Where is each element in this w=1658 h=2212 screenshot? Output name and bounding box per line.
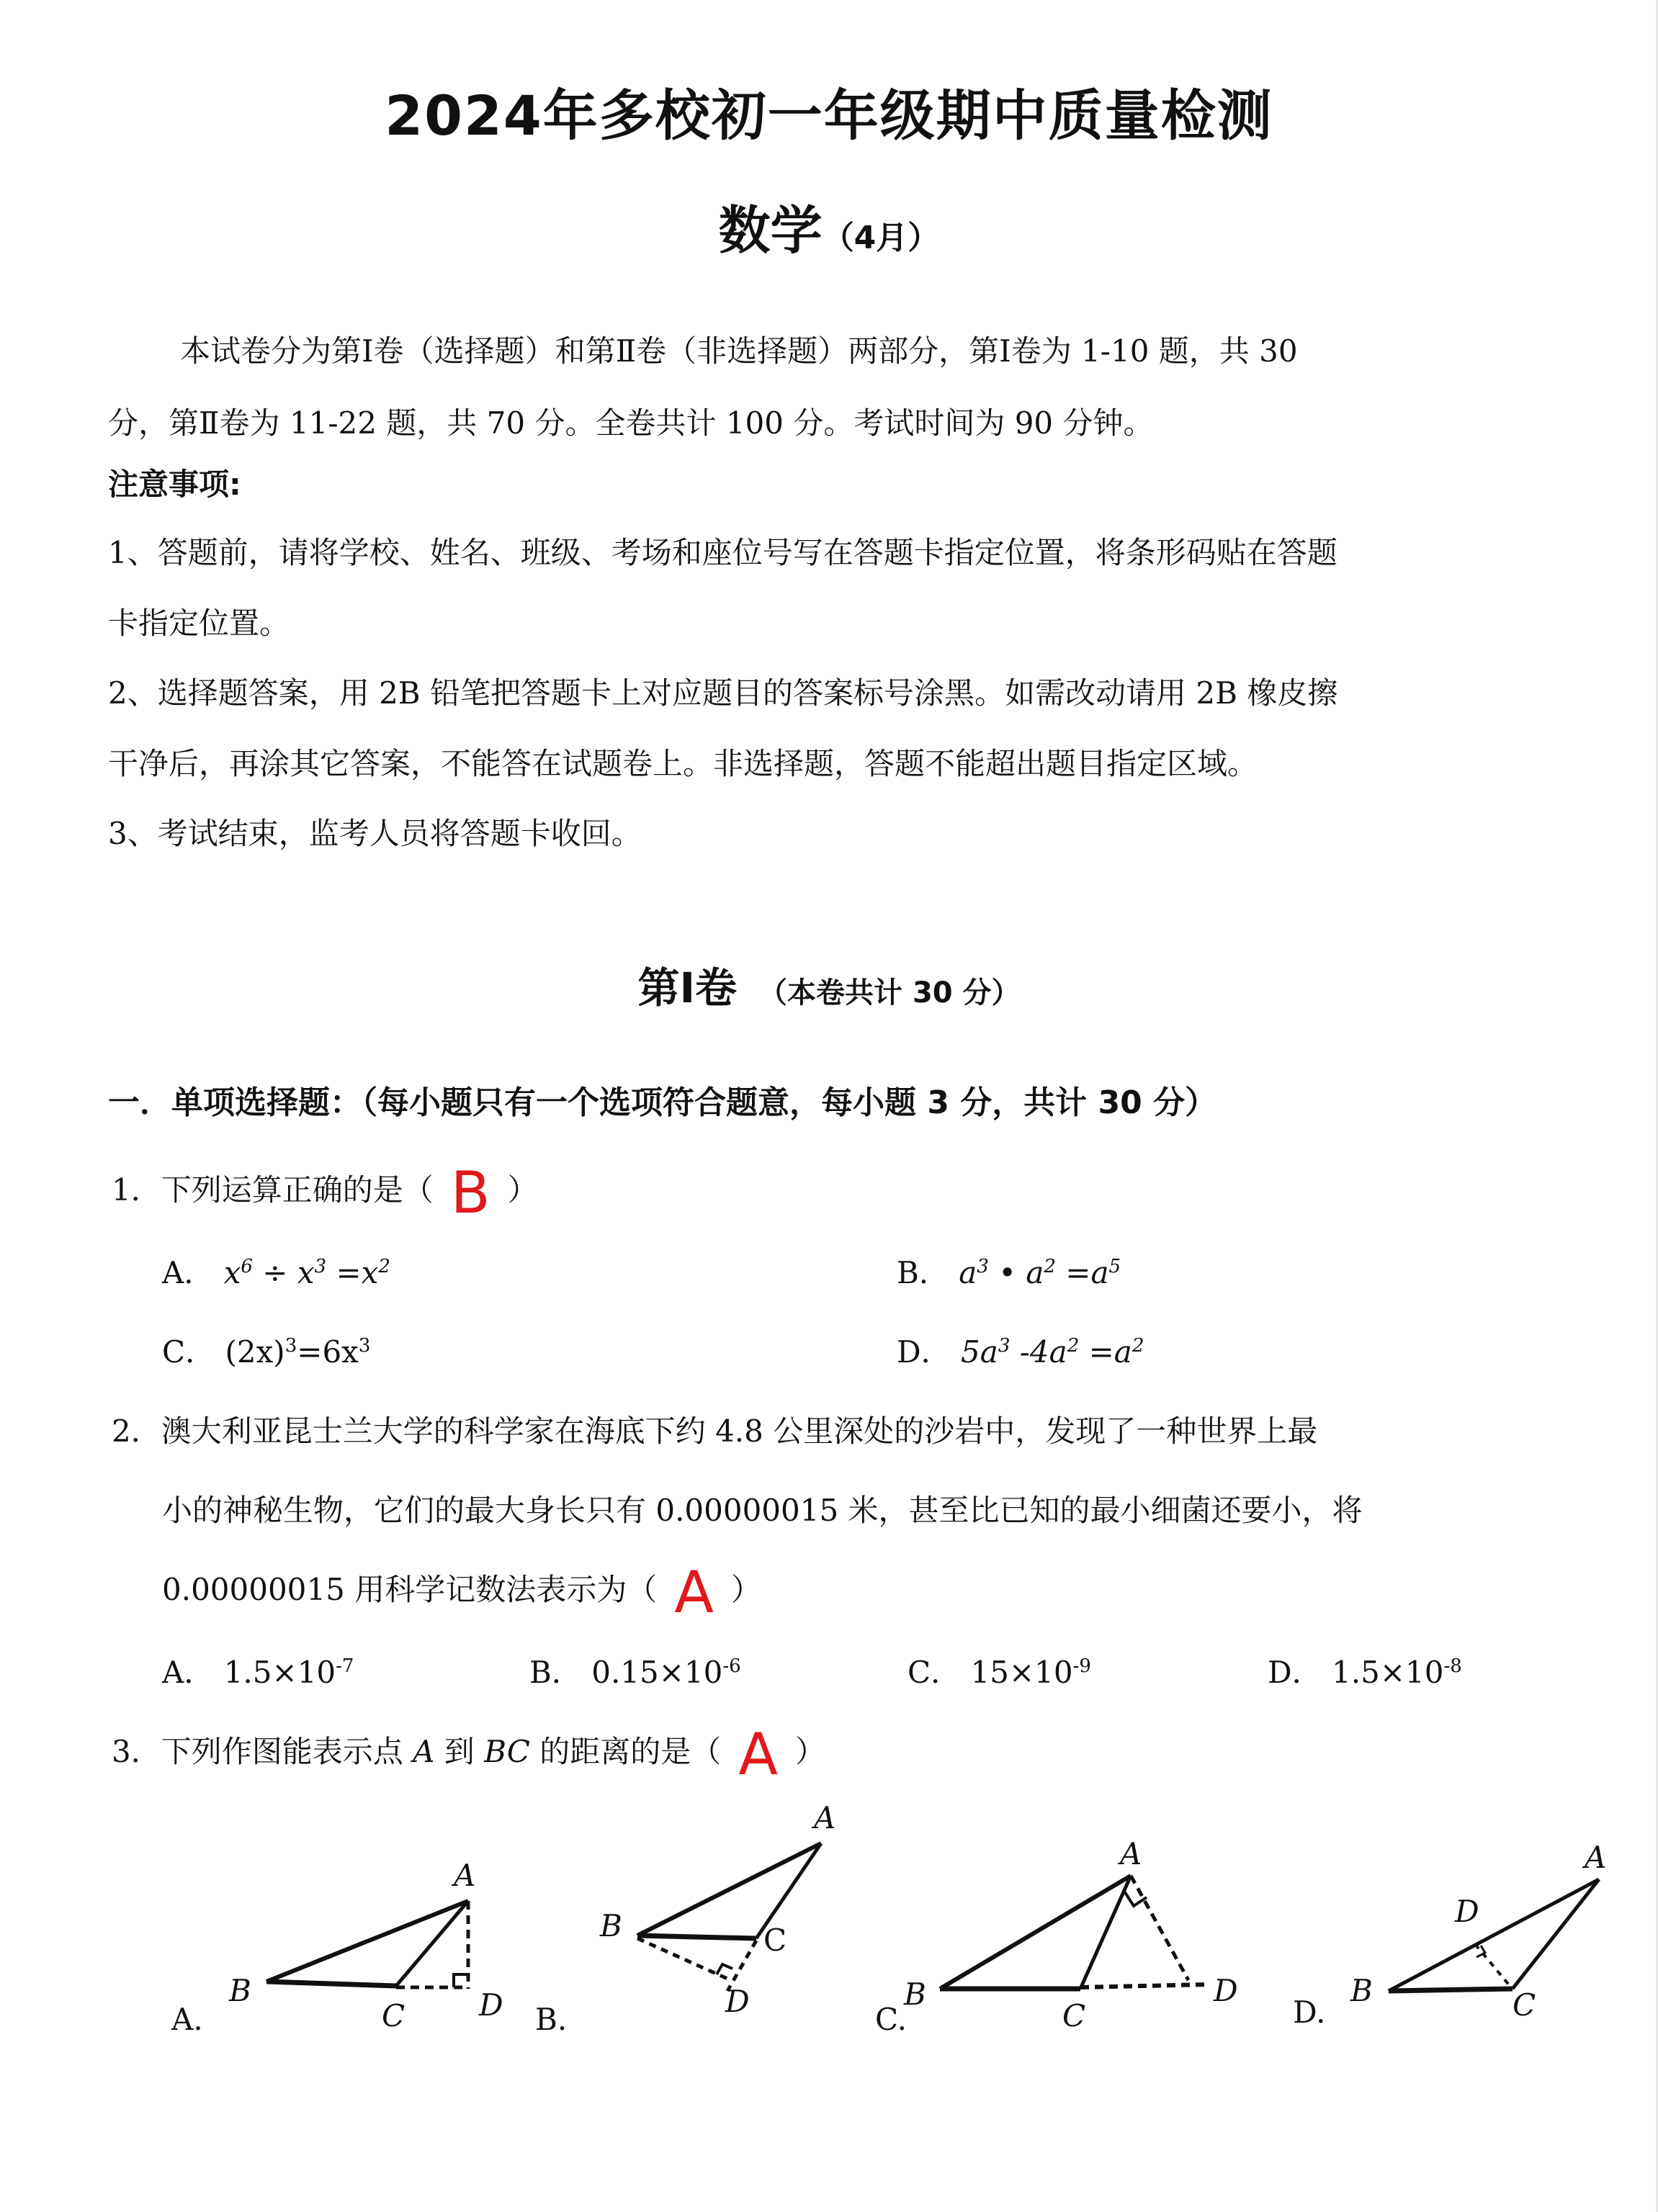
- segment-bc-ref: BC: [484, 1734, 530, 1769]
- option-label: D．: [897, 1334, 951, 1370]
- figure-a: [158, 1829, 533, 2045]
- question-stem: 澳大利亚昆士兰大学的科学家在海底下约 4.8 公里深处的沙岩中，发现了一种世界上最: [161, 1413, 1318, 1449]
- q2-option-a: [162, 1649, 354, 1692]
- option-label: C．: [162, 1334, 216, 1370]
- figure-label: C.: [875, 2002, 907, 2037]
- figure-b: [535, 1800, 868, 2045]
- point-a-label: A: [1585, 1840, 1607, 1875]
- stem-close: ）: [507, 1172, 538, 1208]
- question-1: [112, 1159, 538, 1226]
- point-b-label: B: [904, 1977, 926, 2012]
- question-2-line-1: [112, 1408, 1317, 1451]
- q2-option-c: [908, 1649, 1091, 1692]
- option-expr: $x^6 \div x^3 =x^2$: [223, 1255, 390, 1290]
- triangle-diagram-icon: [158, 1829, 533, 2045]
- option-expr: $a^3$ • $a^2 =a^5$: [959, 1255, 1121, 1290]
- point-d-label: D: [725, 1984, 750, 2019]
- note-2-line-2: 干净后，再涂其它答案，不能答在试题卷上。非选择题，答题不能超出题目指定区域。: [108, 746, 1258, 781]
- notes-heading: 注意事项:: [108, 467, 241, 502]
- question-stem: 到: [434, 1734, 485, 1769]
- question-stem: 下列作图能表示点: [161, 1734, 413, 1769]
- question-number: 2．: [112, 1413, 161, 1449]
- figure-c: [843, 1829, 1260, 2045]
- handwritten-answer: A: [738, 1720, 779, 1788]
- point-d-label: D: [1214, 1973, 1238, 2008]
- point-a-label: A: [454, 1858, 476, 1893]
- note-2-line-1: 2、选择题答案，用 2B 铅笔把答题卡上对应题目的答案标号涂黑。如需改动请用 2B 橡皮擦: [108, 675, 1338, 711]
- q2-option-d: [1268, 1649, 1462, 1692]
- point-b-label: B: [600, 1908, 622, 1943]
- question-number: 3．: [112, 1734, 161, 1769]
- intro-line-2: 分，第Ⅱ卷为 11-22 题，共 70 分。全卷共计 100 分。考试时间为 90 分钟。: [108, 405, 1154, 441]
- q1-option-b: [897, 1249, 1121, 1292]
- option-label: C．: [908, 1655, 962, 1690]
- point-c-label: C: [1062, 1998, 1086, 2033]
- intro-line-1: 本试卷分为第Ⅰ卷（选择题）和第Ⅱ卷（非选择题）两部分，第Ⅰ卷为 1-10 题，共 30: [180, 333, 1298, 369]
- option-expr: $(2x)^3=6x^3$: [225, 1334, 371, 1370]
- option-expr: $1.5\times 10^{-8}$: [1332, 1655, 1462, 1690]
- figure-label: B.: [535, 2002, 568, 2037]
- question-number: 1．: [112, 1172, 161, 1208]
- note-1-line-2: 卡指定位置。: [108, 606, 290, 641]
- point-d-label: D: [1455, 1894, 1479, 1929]
- option-expr: $0.15\times 10^{-6}$: [591, 1655, 741, 1690]
- stem-close: ）: [730, 1572, 761, 1607]
- point-c-label: C: [1513, 1987, 1536, 2023]
- point-a-label: A: [814, 1800, 836, 1835]
- q1-option-c: [162, 1328, 370, 1372]
- point-c-label: C: [382, 1998, 405, 2033]
- option-label: A．: [162, 1255, 215, 1290]
- exam-title: 2024年多校初一年级期中质量检测: [385, 84, 1273, 148]
- option-expr: $5a^3$ $-4a^2 =a^2$: [961, 1334, 1144, 1370]
- stem-close: ）: [795, 1734, 826, 1769]
- section-title: [0, 954, 1658, 1015]
- q1-option-a: [162, 1249, 390, 1292]
- point-b-label: B: [229, 1973, 251, 2008]
- q1-option-d: [897, 1328, 1144, 1372]
- point-d-label: D: [479, 1987, 503, 2023]
- option-label: B．: [529, 1655, 582, 1690]
- option-label: A．: [162, 1655, 215, 1690]
- part-heading: 一．单项选择题：（每小题只有一个选项符合题意，每小题 3 分，共计 30 分）: [108, 1084, 1217, 1121]
- question-2-line-2: 小的神秘生物，它们的最大身长只有 0.00000015 米，甚至比已知的最小细菌还要小，将: [162, 1493, 1363, 1528]
- subject-label: 数学: [718, 200, 823, 261]
- question-stem: 的距离的是（: [529, 1734, 722, 1769]
- exam-subject: [0, 189, 1658, 264]
- point-a-ref: A: [413, 1734, 435, 1769]
- question-2-line-3: [162, 1558, 761, 1626]
- point-a-label: A: [1120, 1836, 1142, 1871]
- section-score-note: （本卷共计 30 分）: [758, 976, 1021, 1010]
- figure-label: D.: [1293, 1995, 1326, 2030]
- figure-label: A.: [171, 2002, 203, 2037]
- q2-option-b: [529, 1649, 741, 1692]
- point-c-label: C: [763, 1923, 787, 1958]
- handwritten-answer: B: [450, 1159, 490, 1226]
- triangle-diagram-icon: [537, 1815, 868, 2045]
- question-stem: 0.00000015 用科学记数法表示为（: [162, 1572, 658, 1607]
- question-3: [112, 1720, 826, 1788]
- handwritten-answer: A: [674, 1558, 714, 1626]
- note-1-line-1: 1、答题前，请将学校、姓名、班级、考场和座位号写在答题卡指定位置，将条形码贴在答题: [108, 535, 1337, 570]
- note-3-line-1: 3、考试结束，监考人员将答题卡收回。: [108, 816, 642, 851]
- figure-d: [1282, 1829, 1642, 2045]
- option-label: D．: [1268, 1655, 1322, 1690]
- section-title-text: 第Ⅰ卷: [637, 963, 738, 1012]
- option-expr: $15\times 10^{-9}$: [970, 1655, 1091, 1690]
- option-expr: $1.5\times 10^{-7}$: [223, 1655, 354, 1690]
- question-stem: 下列运算正确的是（: [161, 1172, 434, 1208]
- exam-month: （4月）: [822, 220, 940, 256]
- point-b-label: B: [1350, 1973, 1373, 2008]
- option-label: B．: [897, 1255, 949, 1290]
